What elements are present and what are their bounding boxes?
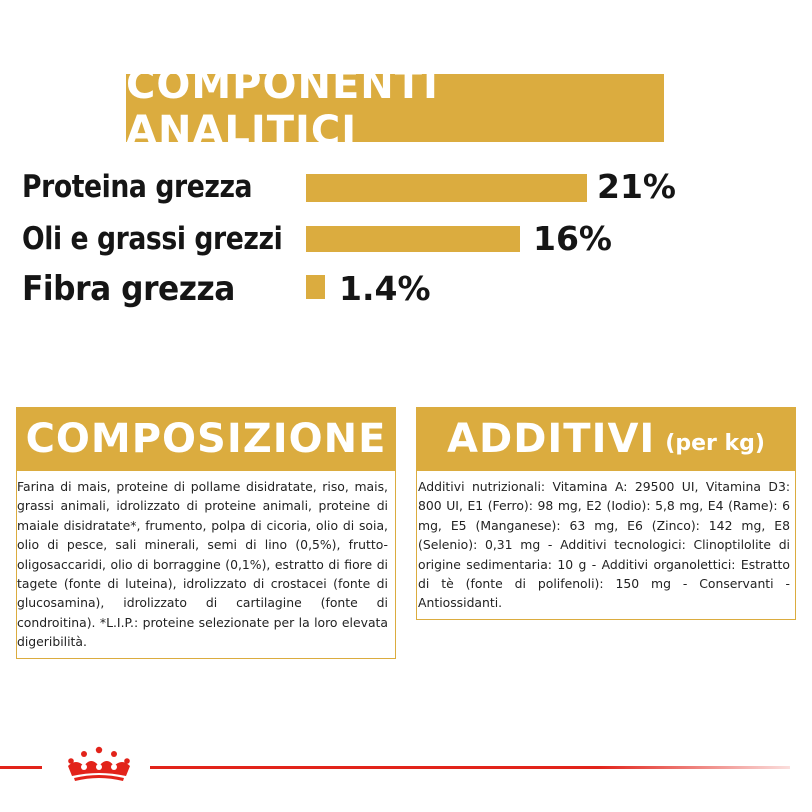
additives-text: Additivi nutrizionali: Vitamina A: 29500 UI, Vitamina D3: 800 UI, E1 (Ferro): 98 mg, E2 (Iodio): 5,8 mg, E4 (Rame): 6 mg, E5 (Manganese): 63 mg, E6 (Zinco): 142 mg, E8 (Selenio): 0,31 mg - Additivi tecnologici: Clinoptilolite di origine sedimentaria: 10 g - Additivi organolettici: Estratto di tè (fonte di polifenoli): 150 mg - Conservanti - Antiossidanti. [418,479,790,611]
nutrient-bar [306,226,520,252]
nutrient-label: Fibra grezza [22,269,235,309]
analytic-components-banner [126,62,664,154]
nutrient-value: 1.4% [339,269,431,308]
additives-unit: (per kg) [665,430,765,456]
additives-header [416,407,796,471]
nutrient-label: Oli e grassi grezzi [22,221,283,257]
crown-logo-icon [54,744,144,788]
composition-title: COMPOSIZIONE [25,416,387,462]
nutrient-value: 16% [533,219,612,258]
nutrient-bar [306,174,587,202]
composition-text: Farina di mais, proteine di pollame disidratate, riso, mais, grassi animali, idrolizzato di proteine animali, proteine di maiale disidratate*, frumento, polpa di cicoria, olio di soia, olio di pesce, sali minerali, semi di lino (0,5%), frutto-oligosaccaridi, olio di borraggine (0,1%), estratto di fiore di tagete (fonte di luteina), idrolizzato di crostacei (fonte di glucosamina), idrolizzato di cartilagine (fonte di condroitina). *L.I.P.: proteine selezionate per la loro elevata digeribilità. [17,479,388,650]
footer-line [150,766,790,769]
nutrient-row-protein [0,160,812,214]
nutrient-bar [306,275,325,299]
footer-line [0,766,42,769]
page-title: COMPONENTI ANALITICI [126,62,439,154]
composition-header [16,407,396,471]
nutrient-value: 21% [597,167,676,206]
additives-title: ADDITIVI [447,416,656,462]
nutrient-row-fat [0,212,812,266]
nutrient-row-fiber [0,262,812,316]
nutrient-label: Proteina grezza [22,169,253,205]
